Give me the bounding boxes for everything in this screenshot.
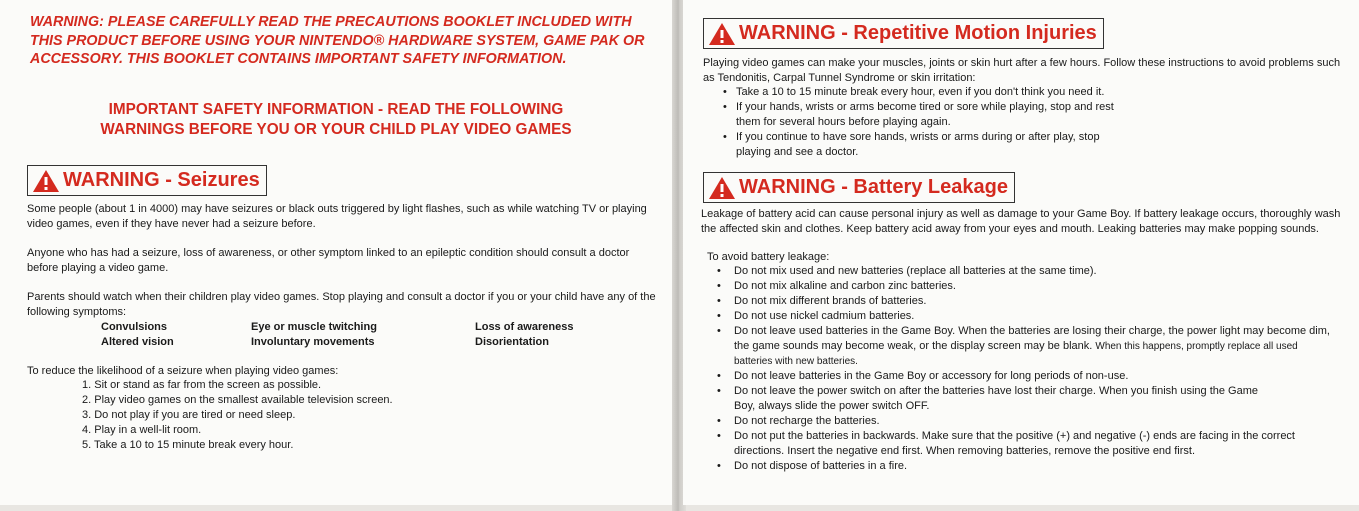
rmi-heading: WARNING - Repetitive Motion Injuries [739,22,1097,44]
precautions-warning: WARNING: PLEASE CAREFULLY READ THE PRECAUTIONS BOOKLET INCLUDED WITH THIS PRODUCT BEFORE USING YOUR NINTENDO® HARDWARE SYSTEM, GAME PAK OR ACCESSORY. THIS BOOKLET CONTAINS IMPORTANT SAFETY INFORMATION. [30,14,645,67]
warning-triangle-icon [708,176,736,200]
seizures-para-3: Parents should watch when their children play video games. Stop playing and consult a doctor if you or your child have any of the following symptoms: [27,291,656,318]
list-item: • Do not dispose of batteries in a fire. [715,459,1337,474]
symptoms-column-2 [251,320,377,350]
seizures-heading: WARNING - Seizures [63,169,260,191]
right-page [683,0,1359,505]
list-item: 5. Take a 10 to 15 minute break every hour. [82,439,294,451]
warning-triangle-icon [708,22,736,46]
rmi-intro: Playing video games can make your muscles, joints or skin hurt after a few hours. Follow these instructions to avoid problems such as Tendonitis, Carpal Tunnel Syndrome or skin irritation: [703,57,1341,84]
symptom-item: Disorientation [475,336,549,348]
battery-bullet-list [715,264,1337,474]
seizures-para-2-wrap [27,246,657,276]
list-item: • Do not put the batteries in backwards. Make sure that the positive (+) and negative (-) ends are facing in the correct directions. Insert the negative end first. When removing batteries, remove the positive end first. [715,429,1337,459]
list-item: • Do not leave batteries in the Game Boy or accessory for long periods of non-use. [715,369,1337,384]
list-item: • Do not mix different brands of batteries. [715,294,1337,309]
symptoms-column-1 [101,320,174,350]
symptom-item: Involuntary movements [251,336,375,348]
battery-heading: WARNING - Battery Leakage [739,176,1008,198]
battery-heading-box [703,172,1015,203]
seizures-para-1: Some people (about 1 in 4000) may have seizures or black outs triggered by light flashes, such as while watching TV or playing video games, even if they have never had a seizure before. [27,203,647,230]
symptoms-column-3 [475,320,573,350]
battery-avoid-wrap [707,250,1007,265]
list-item: 3. Do not play if you are tired or need sleep. [82,409,296,421]
symptom-item: Eye or muscle twitching [251,321,377,333]
rmi-heading-box [703,18,1104,49]
list-item [715,324,1337,369]
rmi-intro-wrap [703,56,1343,86]
battery-intro: Leakage of battery acid can cause personal injury as well as damage to your Game Boy. If battery leakage occurs, thoroughly wash the affected skin and clothes. Keep battery acid away from your eyes and mouth. Leaking batteries may make popping sounds. [701,208,1341,235]
list-item: 1. Sit or stand as far from the screen as possible. [82,379,322,391]
list-item: • If your hands, wrists or arms become tired or sore while playing, stop and rest them for several hours before playing again. [723,100,1126,130]
list-item: 2. Play video games on the smallest available television screen. [82,394,393,406]
important-safety-heading [30,100,642,139]
battery-avoid: To avoid battery leakage: [707,251,830,263]
reduce-intro: To reduce the likelihood of a seizure when playing video games: [27,365,339,377]
important-line-2: WARNINGS BEFORE YOU OR YOUR CHILD PLAY VIDEO GAMES [100,120,572,138]
list-item-text: Do not leave used batteries in the Game Boy. When the batteries are losing their charge, the power light may become dim, the game sounds may become weak, or the display screen may be blank. [734,325,1330,352]
symptom-item: Loss of awareness [475,321,574,333]
seizures-heading-box [27,165,267,196]
list-item: • Do not mix alkaline and carbon zinc batteries. [715,279,1337,294]
seizures-body [27,202,667,232]
list-item: • Do not mix used and new batteries (replace all batteries at the same time). [715,264,1337,279]
list-item: 4. Play in a well-lit room. [82,424,202,436]
seizures-para-3-wrap [27,290,662,320]
list-item: • Do not recharge the batteries. [715,414,1337,429]
important-line-1: IMPORTANT SAFETY INFORMATION - READ THE FOLLOWING [108,101,564,118]
rmi-bullet-list [723,85,1143,160]
list-item: • Take a 10 to 15 minute break every hour, even if you don't think you need it. [723,85,1143,100]
list-item: • Do not leave the power switch on after the batteries have lost their charge. When you finish using the Game Boy, always slide the power switch OFF. [715,384,1274,414]
battery-intro-wrap [701,207,1346,237]
list-item: • Do not use nickel cadmium batteries. [715,309,1337,324]
symptom-item: Convulsions [101,321,168,333]
list-item: • If you continue to have sore hands, wrists or arms during or after play, stop playing and see a doctor. [723,130,1131,160]
seizure-steps-list [82,378,642,453]
reduce-intro-wrap [27,364,647,379]
list-item-small-text: When this happens, promptly replace all used batteries with new batteries. [734,341,1298,367]
warning-triangle-icon [32,169,60,193]
seizures-para-2: Anyone who has had a seizure, loss of awareness, or other symptom linked to an epileptic condition should consult a doctor before playing a video game. [27,247,630,274]
left-page [0,0,674,505]
symptom-item: Altered vision [101,336,174,348]
